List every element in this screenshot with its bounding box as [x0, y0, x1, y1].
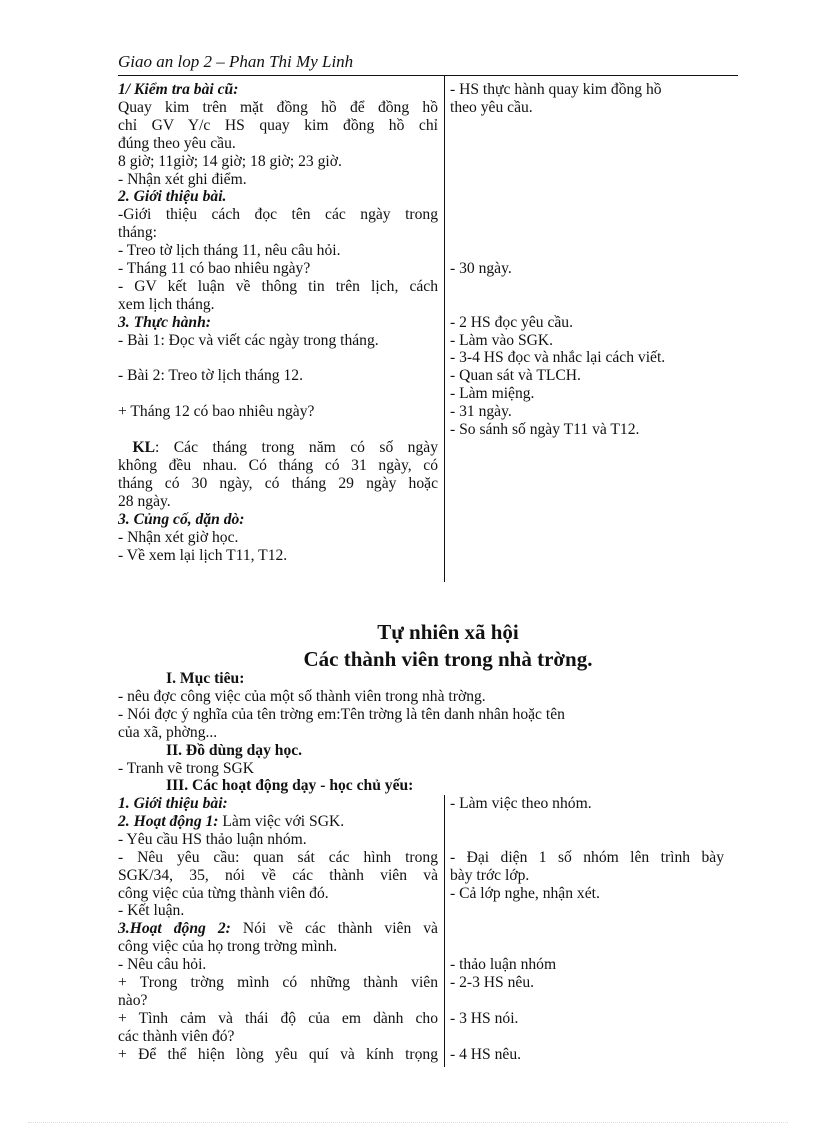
text-line: - Nêu câu hỏi.: [118, 956, 207, 974]
text-line: theo yêu cầu.: [450, 98, 533, 116]
activity-label: 2. Hoạt động 1:: [118, 812, 219, 830]
conclusion-line: KL: Các tháng trong năm có số ngày: [132, 439, 438, 457]
text-line: - 2-3 HS nêu.: [450, 973, 535, 991]
activity-label: 3.Hoạt động 2:: [118, 920, 231, 938]
text-line: - GV kết luận về thông tin trên lịch, cách: [118, 277, 438, 295]
text-line: + Tình cảm và thái độ của em dành cho: [118, 1009, 438, 1027]
text-line: - 31 ngày.: [450, 403, 512, 421]
text-line: - Cả lớp nghe, nhận xét.: [450, 884, 600, 902]
table2-divider: [444, 795, 445, 1067]
text-line: tháng có 30 ngày, có tháng 29 ngày hoặc: [118, 474, 438, 492]
text-line: + Tháng 12 có bao nhiêu ngày?: [118, 403, 315, 421]
section-heading: 3. Thực hành:: [118, 313, 211, 331]
text-line: - Nhận xét ghi điểm.: [118, 170, 247, 188]
text-line: - Nhận xét giờ học.: [118, 528, 239, 546]
header-rule: [118, 75, 738, 76]
table2-right-column: [450, 795, 735, 1063]
text-line: -Giới thiệu cách đọc tên các ngày trong: [118, 206, 438, 224]
activity-line: 3.Hoạt động 2: Nói về các thành viên và: [118, 920, 438, 938]
text-line: Quay kim trên mặt đồng hồ để đồng hồ: [118, 98, 438, 116]
text-line: SGK/34, 35, nói về các thành viên và: [118, 866, 438, 884]
text-line: - Làm miệng.: [450, 385, 535, 403]
text-line: - 3-4 HS đọc và nhắc lại cách viết.: [450, 349, 666, 367]
text-line: tháng:: [118, 224, 157, 242]
text-line: - HS thực hành quay kim đồng hồ: [450, 81, 662, 98]
text-line: không đều nhau. Có tháng có 31 ngày, có: [118, 456, 438, 474]
text-line: - nêu đợc công việc của một số thành viên trong nhà trờng.: [118, 687, 486, 705]
text-line: - 2 HS đọc yêu cầu.: [450, 313, 573, 331]
text-line: - Nói đợc ý nghĩa của tên trờng em:Tên trờng là tên danh nhân hoặc tên: [118, 705, 565, 723]
text-line: 8 giờ; 11giờ; 14 giờ; 18 giờ; 23 giờ.: [118, 152, 342, 170]
section-heading: 1/ Kiểm tra bài cũ:: [118, 81, 239, 98]
text-line: xem lịch tháng.: [118, 295, 215, 313]
text-line: - Đại diện 1 số nhóm lên trình bày: [450, 848, 724, 866]
text-line: công việc của họ trong trờng mình.: [118, 938, 338, 956]
text-line: - Về xem lại lịch T11, T12.: [118, 546, 288, 564]
lesson-objectives: [118, 670, 738, 795]
text-line: - Bài 2: Treo tờ lịch tháng 12.: [118, 367, 303, 385]
text-line: + Để thể hiện lòng yêu quí và kính trọng: [118, 1045, 438, 1063]
text-line: - Làm việc theo nhóm.: [450, 795, 592, 812]
text-line: - Làm vào SGK.: [450, 331, 554, 349]
section-heading: 2. Giới thiệu bài.: [118, 188, 227, 206]
page-header: Giao an lop 2 – Phan Thi My Linh: [118, 52, 354, 71]
section-heading: I. Mục tiêu:: [166, 670, 245, 687]
section-heading: III. Các hoạt động dạy - học chủ yếu:: [166, 777, 414, 795]
text-line: đúng theo yêu cầu.: [118, 134, 236, 152]
text-line: - Bài 1: Đọc và viết các ngày trong tháng.: [118, 331, 379, 349]
section-heading: II. Đồ dùng dạy học.: [166, 741, 303, 759]
text-line: công việc của từng thành viên đó.: [118, 884, 329, 902]
text-line: nào?: [118, 991, 148, 1009]
text-line: - 30 ngày.: [450, 259, 512, 277]
text-line: - 4 HS nêu.: [450, 1045, 522, 1063]
table1-right-column: [450, 81, 735, 439]
activity-line: 2. Hoạt động 1: Làm việc với SGK.: [118, 812, 345, 830]
text-line: của xã, phờng...: [118, 723, 218, 741]
table1-divider: [444, 76, 445, 582]
text-line: các thành viên đó?: [118, 1027, 235, 1045]
text-line: - Treo tờ lịch tháng 11, nêu câu hỏi.: [118, 242, 341, 260]
section-heading: 1. Giới thiệu bài:: [118, 795, 228, 812]
text-line: - Tháng 11 có bao nhiêu ngày?: [118, 260, 311, 278]
text-line: chỉ GV Y/c HS quay kim đồng hồ chỉ: [118, 116, 438, 134]
text-line: - Yêu cầu HS thảo luận nhóm.: [118, 830, 307, 848]
text-line: - Nêu yêu cầu: quan sát các hình trong: [118, 848, 438, 866]
table1-left-column: [118, 81, 438, 564]
text-line: - Quan sát và TLCH.: [450, 367, 581, 385]
text-line: - thảo luận nhóm: [450, 956, 557, 974]
text-line: 28 ngày.: [118, 492, 171, 510]
section-heading: 3. Củng cố, dặn dò:: [118, 510, 245, 528]
table2-left-column: [118, 795, 438, 1064]
text-line: bày trớc lớp.: [450, 866, 530, 884]
lesson-title: Các thành viên trong nhà trờng.: [303, 647, 593, 671]
subject-title: Tự nhiên xã hội: [377, 620, 519, 644]
text-line: - Kết luận.: [118, 902, 185, 920]
conclusion-label: KL: [132, 439, 155, 457]
text-line: - Tranh vẽ trong SGK: [118, 759, 255, 777]
text-line: - 3 HS nói.: [450, 1009, 519, 1027]
text-line: + Trong trờng mình có những thành viên: [118, 974, 438, 992]
text-line: - So sánh số ngày T11 và T12.: [450, 421, 640, 439]
